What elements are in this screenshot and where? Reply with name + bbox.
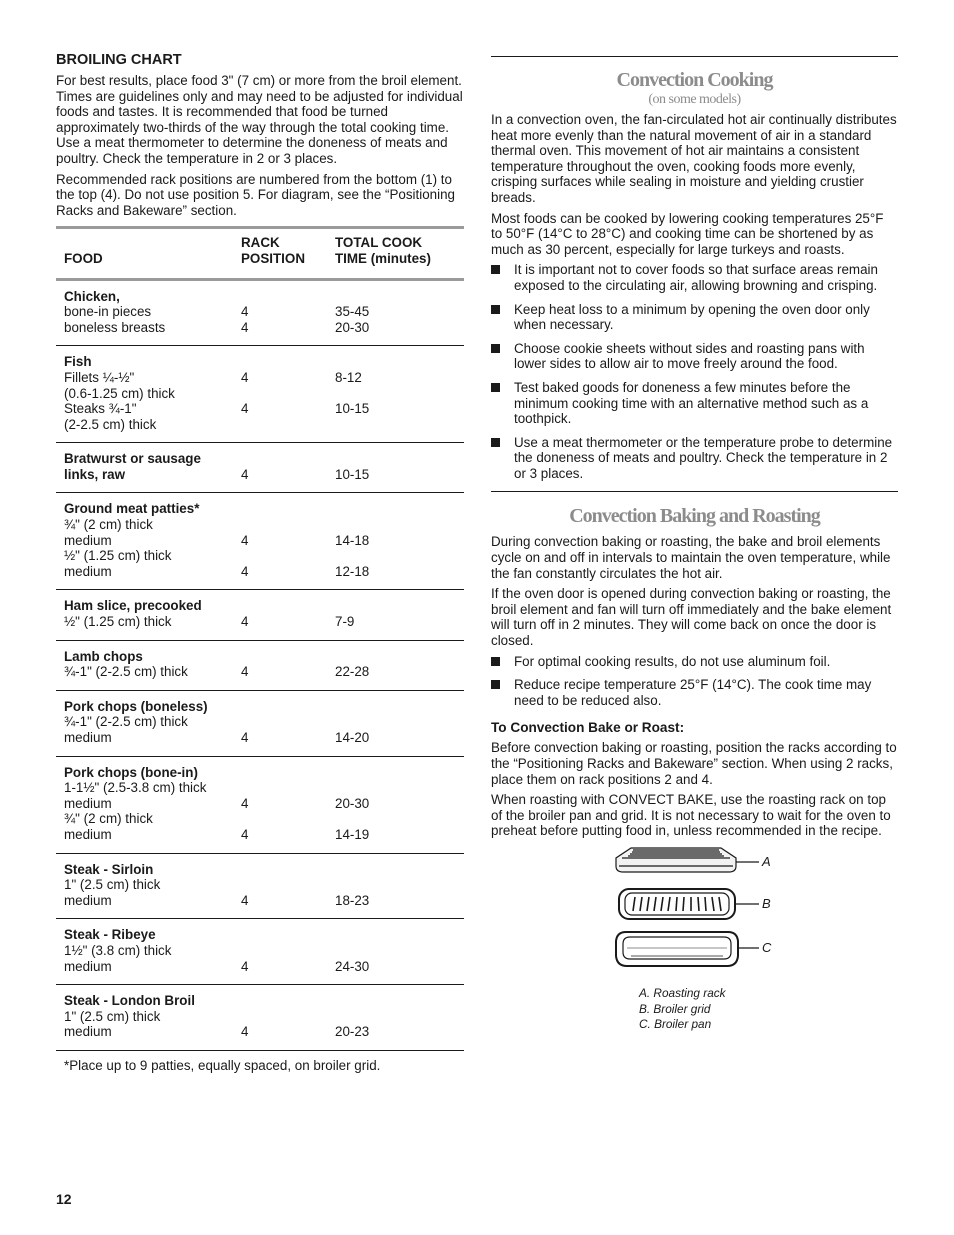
rack-position: 4	[241, 730, 249, 745]
broiler-pan-illustration-c	[616, 932, 759, 966]
cook-time: 14-18	[335, 532, 370, 548]
table-row	[56, 985, 464, 1051]
broiler-grid-illustration	[619, 889, 759, 919]
convection-cooking-subtitle: (on some models)	[648, 92, 741, 107]
list-item: Choose cookie sheets without sides and roasting pans with lower sides to allow air to move freely around the food.	[491, 341, 898, 372]
food-detail: Fillets ¼-½"	[64, 369, 135, 385]
food-detail: (2-2.5 cm) thick	[64, 416, 157, 432]
rack-position	[241, 289, 335, 305]
food-name: Lamb chops	[64, 648, 143, 664]
cook-time: 14-20	[335, 730, 370, 745]
cook-time: 8-12	[335, 369, 362, 385]
convection-cooking-title: Convection Cooking	[616, 69, 773, 91]
broiling-intro: For best results, place food 3" (7 cm) or more from the broil element. Times are guidelines only and may need to be adjusted for individual foods and tastes. It is recommended that food be turned approximately two-thirds of the way through the total cooking time. Use a meat thermometer to determine the doneness of meats and poultry. Check the temperature in 2 or 3 places.	[56, 73, 463, 166]
table-row	[56, 919, 464, 985]
rack-position: 4	[241, 826, 249, 842]
rack-position: 4	[241, 401, 249, 417]
rack-position	[241, 877, 335, 893]
food-detail: 1-1½" (2.5-3.8 cm) thick	[64, 780, 207, 796]
list-item: It is important not to cover foods so that surface areas remain exposed to the circulating air, allowing browning and crisping.	[491, 262, 898, 293]
rack-position	[241, 501, 335, 517]
rack-position	[241, 943, 335, 959]
rack-position	[241, 714, 335, 730]
food-detail: ¾-1" (2-2.5 cm) thick	[64, 714, 188, 730]
broiling-rack-note: Recommended rack positions are numbered from the bottom (1) to the top (4). Do not use position 5. For diagram, see the “Positioning Racks and Bakeware” section.	[56, 171, 455, 218]
rack-position	[241, 386, 335, 402]
rack-position: 4	[241, 1024, 249, 1040]
food-detail: medium	[64, 532, 112, 548]
food-detail: ¾" (2 cm) thick	[64, 517, 153, 533]
food-detail: ¾-1" (2-2.5 cm) thick	[64, 664, 188, 680]
food-detail: medium	[64, 1024, 112, 1040]
cook-time: 22-28	[335, 664, 370, 680]
rack-position	[241, 780, 335, 796]
food-name: Steak - Sirloin	[64, 861, 154, 877]
table-row	[56, 590, 464, 640]
cook-time	[335, 1009, 464, 1025]
food-detail: 1½" (3.8 cm) thick	[64, 942, 172, 958]
food-detail: 1" (2.5 cm) thick	[64, 877, 161, 893]
cook-time: 10-15	[335, 466, 370, 482]
cook-time	[335, 780, 464, 796]
rack-position	[241, 1009, 335, 1025]
cook-time	[335, 811, 464, 827]
broiling-table	[56, 226, 464, 1073]
food-name: Ham slice, precooked	[64, 598, 202, 614]
list-item: Use a meat thermometer or the temperature probe to determine the doneness of meats and poultry. Check the temperature in 2 or 3 places.	[491, 435, 898, 482]
cook-time	[335, 548, 464, 564]
list-item: Reduce recipe temperature 25°F (14°C). The cook time may need to be reduced also.	[491, 677, 898, 708]
broiling-chart-title: BROILING CHART	[56, 52, 182, 68]
cook-time	[335, 501, 464, 517]
table-footnote: *Place up to 9 patties, equally spaced, on broiler grid.	[64, 1057, 381, 1073]
broiling-chart-section	[56, 52, 464, 1074]
table-row	[56, 757, 464, 854]
top-divider	[491, 56, 898, 57]
cook-time	[335, 927, 464, 943]
figure-caption	[639, 986, 726, 1033]
cook-time: 24-30	[335, 958, 370, 974]
rack-position	[241, 451, 335, 467]
rack-position: 4	[241, 369, 249, 385]
rack-position	[241, 927, 335, 943]
rack-position: 4	[241, 532, 249, 548]
rack-position: 4	[241, 304, 249, 320]
table-row	[56, 281, 464, 347]
page-number: 12	[56, 1191, 72, 1207]
convection-baking-title: Convection Baking and Roasting	[569, 505, 820, 528]
table-body	[56, 281, 464, 1051]
caption-roasting-rack: A. Roasting rack	[639, 985, 726, 1000]
cook-time: 20-23	[335, 1024, 370, 1040]
food-detail: Steaks ¾-1"	[64, 401, 137, 417]
bake-roast-subhead: To Convection Bake or Roast:	[491, 720, 685, 736]
caption-broiler-grid: B. Broiler grid	[639, 1001, 711, 1016]
table-row	[56, 854, 464, 920]
food-detail: ½" (1.25 cm) thick	[64, 548, 172, 564]
header-time-2: TIME (minutes)	[335, 250, 431, 266]
food-detail: medium	[64, 730, 112, 745]
cook-time: 20-30	[335, 319, 370, 335]
header-rack-2: POSITION	[241, 250, 305, 266]
cook-time: 35-45	[335, 304, 370, 320]
table-header	[56, 226, 464, 280]
rack-position: 4	[241, 795, 249, 811]
food-name: Steak - Ribeye	[64, 927, 156, 943]
rack-position	[241, 649, 335, 665]
cook-time	[335, 699, 464, 715]
cook-time: 18-23	[335, 892, 370, 908]
rack-position: 4	[241, 958, 249, 974]
rack-position	[241, 598, 335, 614]
caption-broiler-pan: C. Broiler pan	[639, 1017, 712, 1032]
convection-section	[491, 56, 898, 1034]
rack-position	[241, 699, 335, 715]
cook-time: 12-18	[335, 563, 370, 579]
rack-position: 4	[241, 664, 249, 680]
table-row	[56, 346, 464, 443]
cook-time: 7-9	[335, 614, 355, 630]
food-detail: medium	[64, 795, 112, 811]
baking-p1: During convection baking or roasting, the bake and broil elements cycle on and off in intervals to maintain the oven temperature, while the fan constantly circulates the hot air.	[491, 534, 891, 581]
food-name: Pork chops (boneless)	[64, 698, 208, 714]
broiler-pan-figure	[491, 844, 898, 1034]
rack-position	[241, 417, 335, 433]
food-detail: boneless breasts	[64, 319, 166, 335]
food-name: Fish	[64, 354, 92, 370]
list-item: Test baked goods for doneness a few minutes before the minimum cooking time with an alternative method such as a toothpick.	[491, 380, 898, 427]
rack-position: 4	[241, 466, 249, 482]
cook-time	[335, 517, 464, 533]
cook-time	[335, 877, 464, 893]
food-name: Chicken,	[64, 288, 120, 304]
mid-divider	[491, 491, 898, 492]
list-item: Keep heat loss to a minimum by opening the oven door only when necessary.	[491, 302, 898, 333]
header-rack-1: RACK	[241, 235, 280, 251]
food-name: Steak - London Broil	[64, 993, 195, 1009]
rack-position	[241, 993, 335, 1009]
rack-position	[241, 862, 335, 878]
cook-time	[335, 862, 464, 878]
figure-label-b: B	[762, 895, 771, 911]
rack-position: 4	[241, 614, 249, 630]
cook-time	[335, 451, 464, 467]
cook-time: 10-15	[335, 401, 370, 417]
rack-position: 4	[241, 563, 249, 579]
cook-time	[335, 943, 464, 959]
list-item: For optimal cooking results, do not use aluminum foil.	[491, 654, 898, 670]
rack-position	[241, 811, 335, 827]
food-name: Pork chops (bone-in)	[64, 764, 198, 780]
food-detail: medium	[64, 892, 112, 908]
header-time-1: TOTAL COOK	[335, 235, 423, 251]
cook-time	[335, 993, 464, 1009]
rack-position	[241, 517, 335, 533]
rack-position: 4	[241, 319, 249, 335]
broiler-pan-illustration	[491, 844, 898, 984]
baking-p2: If the oven door is opened during convection baking or roasting, the broil element and fan will turn off immediately and the bake element will turn off in 2 minutes. They will come back on once the door is closed.	[491, 586, 892, 649]
table-row	[56, 641, 464, 691]
cook-time: 14-19	[335, 826, 370, 842]
food-detail: medium	[64, 563, 112, 579]
cook-time	[335, 714, 464, 730]
food-detail: medium	[64, 958, 112, 974]
food-name: links, raw	[64, 466, 126, 482]
food-detail: 1" (2.5 cm) thick	[64, 1008, 161, 1024]
convection-p2: Most foods can be cooked by lowering cooking temperatures 25°F to 50°F (14°C to 28°C) and cooking time can be shortened by as much as 30 percent, especially for large turkeys and roasts.	[491, 210, 884, 257]
cook-time	[335, 354, 464, 370]
food-detail: bone-in pieces	[64, 304, 152, 320]
convection-bullets	[491, 262, 898, 481]
table-row	[56, 493, 464, 590]
table-row	[56, 443, 464, 493]
roasting-rack-illustration	[616, 848, 759, 872]
rack-position	[241, 354, 335, 370]
food-name: Bratwurst or sausage	[64, 451, 201, 467]
cook-time	[335, 417, 464, 433]
cook-time	[335, 649, 464, 665]
food-name: Ground meat patties*	[64, 501, 200, 517]
food-detail: (0.6-1.25 cm) thick	[64, 385, 175, 401]
header-food: FOOD	[64, 250, 103, 266]
rack-position	[241, 548, 335, 564]
cook-time	[335, 598, 464, 614]
rack-position: 4	[241, 892, 249, 908]
baking-bullets	[491, 654, 898, 709]
food-detail: ¾" (2 cm) thick	[64, 811, 153, 827]
baking-p4: When roasting with CONVECT BAKE, use the roasting rack on top of the broiler pan and grid. It is not necessary to wait for the oven to preheat before putting food in, unless recommended in the recipe.	[491, 792, 891, 839]
cook-time	[335, 386, 464, 402]
food-detail: medium	[64, 826, 112, 842]
convection-p1: In a convection oven, the fan-circulated hot air continually distributes heat more evenly than the natural movement of air in a standard thermal oven. This movement of hot air maintains a consistent temperature throughout the oven, cooking foods more evenly, crisping surfaces while sealing in moisture and yielding crustier breads.	[491, 112, 897, 205]
cook-time	[335, 289, 464, 305]
figure-label-c: C	[762, 939, 772, 955]
cook-time	[335, 765, 464, 781]
cook-time: 20-30	[335, 795, 370, 811]
food-detail: ½" (1.25 cm) thick	[64, 614, 172, 630]
baking-p3: Before convection baking or roasting, position the racks according to the “Positioning Racks and Bakeware” section. When using 2 racks, place them on rack positions 2 and 4.	[491, 740, 897, 787]
rack-position	[241, 765, 335, 781]
figure-label-a: A	[762, 853, 771, 869]
table-row	[56, 691, 464, 757]
